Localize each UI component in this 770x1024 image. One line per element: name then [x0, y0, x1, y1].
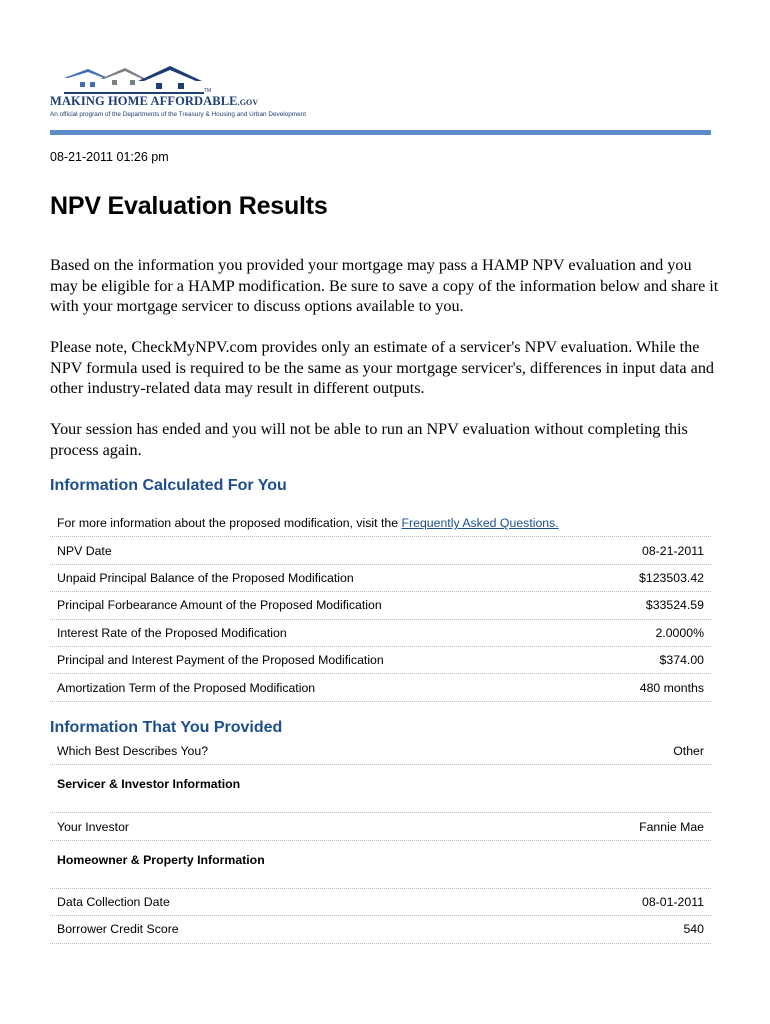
homeowner-property-subheading	[50, 841, 711, 889]
session-ended-paragraph: Your session has ended and you will not be able to run an NPV evaluation without completing this process again.	[50, 420, 688, 459]
provided-table	[50, 738, 711, 944]
row-value: $123503.42	[639, 570, 704, 585]
logo-title: MAKING HOME AFFORDABLE.GOV	[50, 94, 259, 108]
row-value: $374.00	[659, 653, 704, 668]
table-row	[50, 738, 711, 765]
making-home-affordable-logo	[50, 66, 310, 122]
row-label: Your Investor	[57, 819, 130, 834]
row-label: Amortization Term of the Proposed Modification	[57, 680, 316, 695]
table-row	[50, 565, 711, 592]
row-label: Principal and Interest Payment of the Proposed Modification	[57, 653, 384, 668]
table-row	[50, 620, 711, 647]
logo-gov: .GOV	[237, 98, 259, 107]
faq-note-row	[50, 510, 711, 537]
row-label: Principal Forbearance Amount of the Proposed Modification	[57, 598, 382, 613]
row-label: Unpaid Principal Balance of the Proposed Modification	[57, 570, 354, 585]
row-label: Interest Rate of the Proposed Modification	[57, 625, 287, 640]
header-divider	[50, 130, 711, 135]
row-label: NPV Date	[57, 543, 112, 558]
disclaimer-paragraph: Please note, CheckMyNPV.com provides only an estimate of a servicer's NPV evaluation. While the NPV formula used is required to be the same as your mortgage servicer's, differences in input data and other industry-related data may result in different outputs.	[50, 338, 715, 398]
calculated-section-heading: Information Calculated For You	[50, 477, 287, 494]
logo-trademark: TM	[204, 88, 212, 94]
row-label: Data Collection Date	[57, 894, 170, 909]
timestamp: 08-21-2011 01:26 pm	[50, 150, 169, 164]
row-value: $33524.59	[645, 598, 704, 613]
row-value: Fannie Mae	[639, 819, 704, 834]
table-row	[50, 916, 711, 943]
subheading-label: Servicer & Investor Information	[57, 777, 241, 792]
table-row	[50, 674, 711, 701]
calculated-table	[50, 510, 711, 702]
table-row	[50, 537, 711, 564]
subheading-label: Homeowner & Property Information	[57, 852, 265, 867]
table-row	[50, 813, 711, 840]
table-row	[50, 889, 711, 916]
row-value: 08-01-2011	[642, 894, 704, 909]
table-row	[50, 592, 711, 619]
row-value: 480 months	[639, 680, 704, 695]
row-value: 08-21-2011	[642, 543, 704, 558]
faq-note: For more information about the proposed modification, visit the Frequently Asked Questions.	[57, 516, 559, 531]
row-value: 2.0000%	[655, 625, 704, 640]
row-label: Which Best Describes You?	[57, 744, 209, 759]
row-label: Borrower Credit Score	[57, 922, 179, 937]
houses-icon	[50, 66, 220, 96]
page-title: NPV Evaluation Results	[50, 192, 328, 220]
logo-subtitle: An official program of the Departments of the Treasury & Housing and Urban Development	[50, 111, 306, 118]
row-value: 540	[683, 922, 704, 937]
faq-link[interactable]: Frequently Asked Questions.	[401, 516, 559, 531]
table-row	[50, 647, 711, 674]
row-value: Other	[673, 744, 704, 759]
servicer-investor-subheading	[50, 765, 711, 813]
eligibility-paragraph: Based on the information you provided your mortgage may pass a HAMP NPV evaluation and you may be eligible for a HAMP modification. Be sure to save a copy of the information below and share it with your mortgage servicer to discuss options available to you.	[50, 256, 719, 316]
provided-section-heading: Information That You Provided	[50, 719, 283, 736]
